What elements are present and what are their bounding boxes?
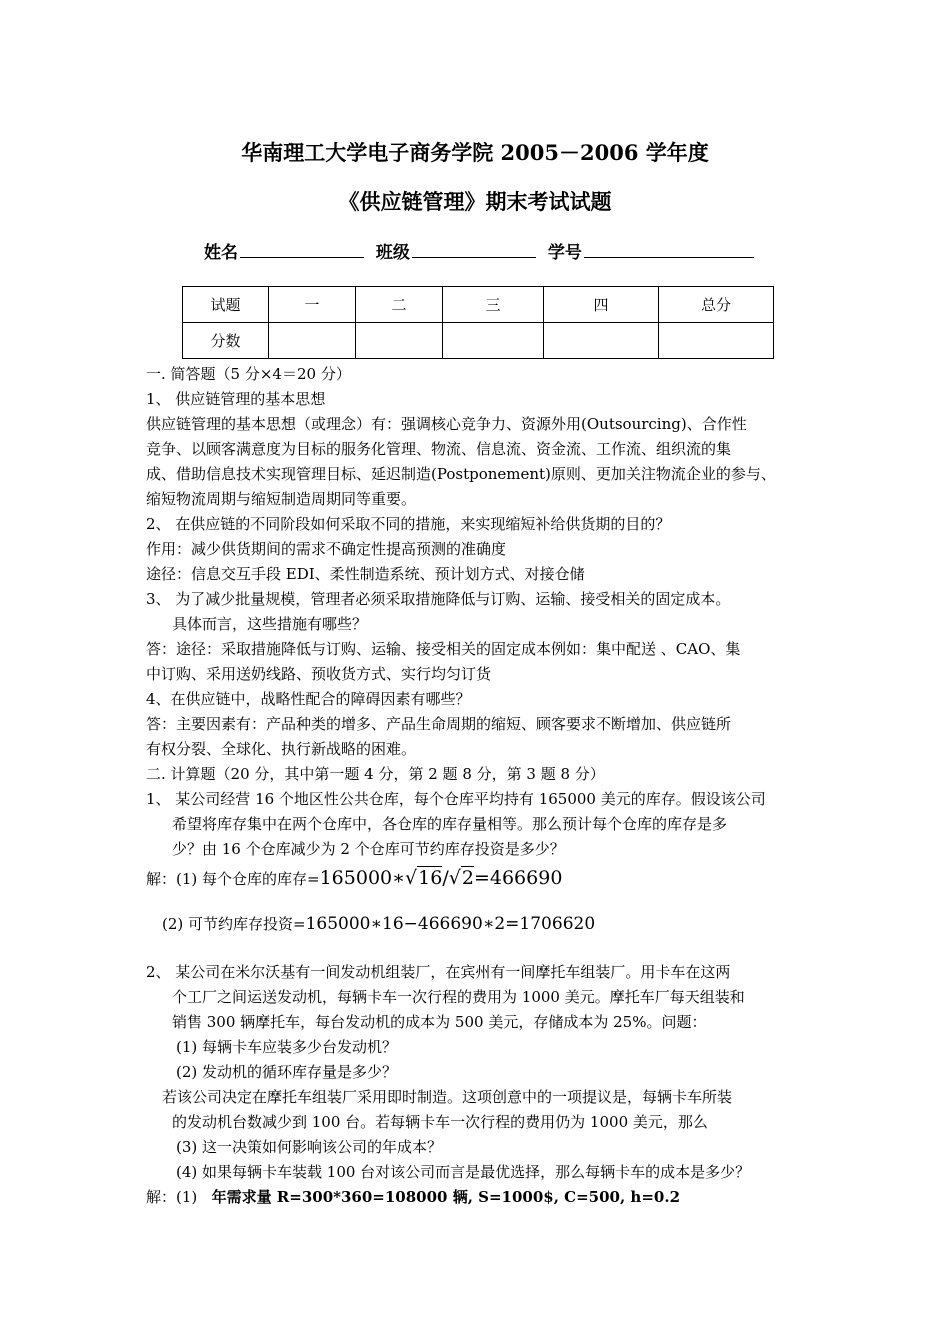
answer-text: 竞争、以顾客满意度为目标的服务化管理、物流、信息流、资金流、工作流、组织流的集	[146, 440, 732, 458]
answer-text: 答：途径：采取措施降低与订购、运输、接受相关的固定成本例如：集中配送 、CAO、集	[146, 640, 741, 658]
score-field	[544, 323, 659, 359]
question-text: 个工厂之间运送发动机，每辆卡车一次行程的费用为 1000 美元。摩托车厂每天组装和	[172, 988, 745, 1006]
score-table	[182, 286, 774, 359]
sub-question: (3) 这一决策如何影响该公司的年成本？	[176, 1138, 443, 1156]
section-heading: 一. 简答题（5 分×4＝20 分）	[146, 365, 351, 383]
score-table-cell: 三	[443, 287, 544, 323]
class-label: 班级	[375, 243, 410, 263]
sub-question: (1) 每辆卡车应装多少台发动机？	[176, 1038, 398, 1056]
solution-line	[146, 1187, 680, 1207]
sqrt-radicand: 16	[418, 867, 443, 889]
question-text: 销售 300 辆摩托车，每台发动机的成本为 500 美元，存储成本为 25%。问题：	[172, 1013, 707, 1031]
score-field	[443, 323, 544, 359]
solution-line	[146, 866, 562, 891]
score-table-cell: 分数	[183, 323, 269, 359]
score-table-cell: 总分	[659, 287, 774, 323]
question-text: 1、 某公司经营 16 个地区性公共仓库，每个仓库平均持有 165000 美元的库存。假设该公司	[146, 790, 766, 808]
question-text: 1、 供应链管理的基本思想	[146, 390, 326, 408]
score-table-header-row	[183, 287, 774, 323]
student-id-label: 学号	[547, 243, 582, 263]
score-field	[356, 323, 443, 359]
answer-text: 答：主要因素有：产品种类的增多、产品生命周期的缩短、顾客要求不断增加、供应链所	[146, 715, 732, 733]
question-text: 的发动机台数减少到 100 台。若每辆卡车一次行程的费用仍为 1000 美元，那么	[172, 1113, 708, 1131]
score-field	[659, 323, 774, 359]
answer-text: 作用：减少供货期间的需求不确定性提高预测的准确度	[146, 540, 507, 558]
answer-text: 途径：信息交互手段 EDI、柔性制造系统、预计划方式、对接仓储	[146, 565, 585, 583]
student-info-bar	[204, 238, 760, 263]
name-blank	[240, 241, 364, 258]
class-blank	[412, 241, 536, 258]
solution-line	[162, 912, 595, 936]
score-table-cell: 试题	[183, 287, 269, 323]
formula: 165000∗√16/√2=466690	[319, 867, 563, 889]
question-text: 3、 为了减少批量规模，管理者必须采取措施降低与订购、运输、接受相关的固定成本。	[146, 590, 731, 608]
formula-part: =466690	[473, 867, 563, 889]
answer-text: 供应链管理的基本思想（或理念）有：强调核心竞争力、资源外用(Outsourcing)、合作性	[146, 415, 747, 433]
formula-part: 165000∗	[319, 867, 406, 889]
student-id-blank	[584, 241, 754, 258]
question-text: 少？由 16 个仓库减少为 2 个仓库可节约库存投资是多少？	[172, 840, 565, 858]
sqrt-radicand: 2	[461, 867, 474, 889]
answer-text: 成、借助信息技术实现管理目标、延迟制造(Postponement)原则、更加关注物流企业的参与、	[146, 465, 776, 483]
question-text: 2、 某公司在米尔沃基有一间发动机组装厂，在宾州有一间摩托车组装厂。用卡车在这两	[146, 963, 731, 981]
exam-title-line2: 《供应链管理》期末考试试题	[338, 189, 612, 214]
sub-question: (4) 如果每辆卡车装载 100 台对该公司而言是最优选择，那么每辆卡车的成本是多少？	[176, 1163, 751, 1181]
answer-text: 有权分裂、全球化、执行新战略的困难。	[146, 740, 417, 758]
score-table-cell: 二	[356, 287, 443, 323]
question-text: 希望将库存集中在两个仓库中，各仓库的库存量相等。那么预计每个仓库的库存是多	[172, 815, 728, 833]
solution-formula: 年需求量 R=300*360=108000 辆, S=1000$, C=500, h=0.2	[211, 1188, 681, 1206]
question-text: 4、在供应链中，战略性配合的障碍因素有哪些？	[146, 690, 471, 708]
solution-prefix: 解：(1)	[146, 1188, 212, 1206]
question-text: 若该公司决定在摩托车组装厂采用即时制造。这项创意中的一项提议是，每辆卡车所装	[162, 1088, 733, 1106]
formula-part: /	[442, 867, 449, 889]
score-table-cell: 四	[544, 287, 659, 323]
formula: 165000∗16−466690∗2=1706620	[305, 914, 596, 934]
exam-title-line1: 华南理工大学电子商务学院 2005－2006 学年度	[241, 140, 709, 165]
question-text: 2、 在供应链的不同阶段如何采取不同的措施，来实现缩短补给供货期的目的？	[146, 515, 671, 533]
score-table-cell: 一	[269, 287, 356, 323]
answer-text: 缩短物流周期与缩短制造周期同等重要。	[146, 490, 417, 508]
score-field	[269, 323, 356, 359]
score-table-score-row	[183, 323, 774, 359]
sub-question: (2) 发动机的循环库存量是多少？	[176, 1063, 398, 1081]
name-label: 姓名	[204, 243, 238, 263]
answer-text: 中订购、采用送奶线路、预收货方式、实行均匀订货	[146, 665, 492, 683]
solution-prefix: (2) 可节约库存投资=	[162, 915, 306, 933]
solution-prefix: 解：(1) 每个仓库的库存=	[146, 870, 320, 888]
question-text: 具体而言，这些措施有哪些？	[172, 615, 368, 633]
section-heading: 二. 计算题（20 分，其中第一题 4 分，第 2 题 8 分，第 3 题 8 分）	[146, 765, 605, 783]
